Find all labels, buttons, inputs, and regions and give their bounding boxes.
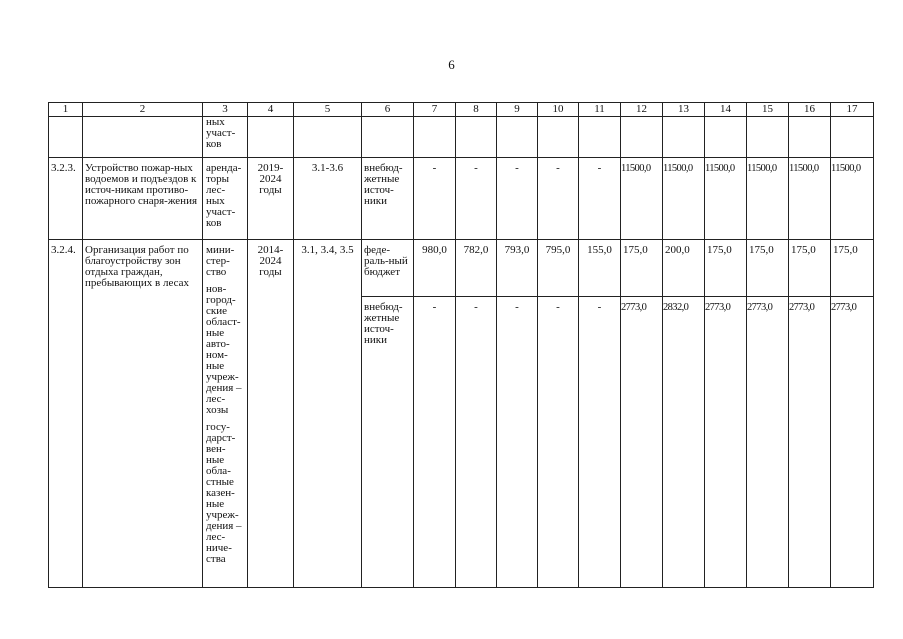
item-name: Устройство пожар-ных водоемов и подъездов к источ-никам противо-пожарного снаря-жения <box>83 158 203 240</box>
value-cell: 200,0 <box>663 240 705 297</box>
executor-cell <box>203 117 248 158</box>
column-header: 16 <box>789 103 831 117</box>
value-cell: 2773,0 <box>705 297 747 588</box>
executor-line: ства <box>206 553 226 565</box>
source-cell: феде-раль-ный бюджет <box>362 240 414 297</box>
table-row <box>49 158 874 240</box>
value-cell: 175,0 <box>621 240 663 297</box>
executor-text-ministry <box>206 245 246 278</box>
executor-line: город- <box>206 294 236 306</box>
executor-text-lesnichestva <box>206 422 246 565</box>
column-header: 12 <box>621 103 663 117</box>
value-cell: 2773,0 <box>831 297 874 588</box>
cell <box>248 117 294 158</box>
item-name: Организация работ по благоустройству зон отдыха граждан, пребывающих в лесах <box>83 240 203 588</box>
column-header: 2 <box>83 103 203 117</box>
value-cell: 175,0 <box>831 240 874 297</box>
column-header: 15 <box>747 103 789 117</box>
column-header: 3 <box>203 103 248 117</box>
executor-line: дарст- <box>206 432 236 444</box>
executor-line: торы <box>206 173 230 185</box>
cell <box>414 117 456 158</box>
executor-line: нов- <box>206 283 227 295</box>
column-header: 7 <box>414 103 456 117</box>
source-cell: внебюд-жетные источ-ники <box>362 158 414 240</box>
cell <box>83 117 203 158</box>
cell <box>705 117 747 158</box>
cell <box>621 117 663 158</box>
column-header: 5 <box>294 103 362 117</box>
value-cell: 2773,0 <box>747 297 789 588</box>
executor-line: учреж- <box>206 371 239 383</box>
program-table <box>48 102 874 588</box>
executor-line: учреж- <box>206 509 239 521</box>
column-header: 14 <box>705 103 747 117</box>
cell <box>362 117 414 158</box>
cell <box>456 117 497 158</box>
value-cell: 155,0 <box>579 240 621 297</box>
executor-line: област- <box>206 316 241 328</box>
value-cell: - <box>456 158 497 240</box>
value-cell: - <box>538 297 579 588</box>
executor-line: ные <box>206 454 225 466</box>
executor-line: дения – <box>206 382 242 394</box>
value-cell: - <box>414 297 456 588</box>
indicators-cell: 3.1, 3.4, 3.5 <box>294 240 362 588</box>
value-cell: - <box>579 297 621 588</box>
executor-line: ном- <box>206 349 228 361</box>
value-cell: - <box>497 297 538 588</box>
cell <box>294 117 362 158</box>
page-number: 6 <box>448 57 455 72</box>
cell <box>497 117 538 158</box>
column-header: 9 <box>497 103 538 117</box>
value-cell: 11500,0 <box>789 158 831 240</box>
executor-line: хозы <box>206 404 229 416</box>
cell <box>663 117 705 158</box>
executor-line: авто- <box>206 338 230 350</box>
table-row <box>49 117 874 158</box>
executor-line: ков <box>206 217 222 229</box>
executor-line: мини- <box>206 244 235 256</box>
item-number: 3.2.4. <box>49 240 83 588</box>
value-cell: 11500,0 <box>831 158 874 240</box>
executor-line: участ- <box>206 206 236 218</box>
value-cell: 11500,0 <box>621 158 663 240</box>
executor-text <box>206 163 246 229</box>
executor-line: аренда- <box>206 162 242 174</box>
column-header: 4 <box>248 103 294 117</box>
years-text: 2019-2024 годы <box>257 162 284 196</box>
value-cell: - <box>579 158 621 240</box>
column-header: 11 <box>579 103 621 117</box>
value-cell: - <box>538 158 579 240</box>
value-cell: 782,0 <box>456 240 497 297</box>
column-header: 8 <box>456 103 497 117</box>
value-cell: 175,0 <box>789 240 831 297</box>
executor-line: ных <box>206 195 225 207</box>
executor-line: стер- <box>206 255 230 267</box>
value-cell: 11500,0 <box>747 158 789 240</box>
item-number: 3.2.3. <box>49 158 83 240</box>
value-cell: - <box>497 158 538 240</box>
header-row <box>49 103 874 117</box>
years-cell: 2014-2024 годы <box>248 240 294 588</box>
column-header: 6 <box>362 103 414 117</box>
executor-line: ство <box>206 266 227 278</box>
executor-line: лес- <box>206 184 226 196</box>
executor-line: дения – <box>206 520 242 532</box>
value-cell: 2832,0 <box>663 297 705 588</box>
value-cell: 175,0 <box>705 240 747 297</box>
executor-line: ные <box>206 498 225 510</box>
cell <box>579 117 621 158</box>
value-cell: 795,0 <box>538 240 579 297</box>
value-cell: 2773,0 <box>789 297 831 588</box>
executor-cell <box>203 240 248 588</box>
years-cell <box>248 158 294 240</box>
value-cell: 11500,0 <box>663 158 705 240</box>
cell <box>538 117 579 158</box>
indicators-cell: 3.1-3.6 <box>294 158 362 240</box>
cell <box>49 117 83 158</box>
executor-line: госу- <box>206 421 230 433</box>
executor-line: ные <box>206 327 225 339</box>
executor-line: вен- <box>206 443 226 455</box>
cell <box>831 117 874 158</box>
value-cell: 11500,0 <box>705 158 747 240</box>
column-header: 10 <box>538 103 579 117</box>
executor-line: лес- <box>206 531 226 543</box>
column-header: 17 <box>831 103 874 117</box>
value-cell: 2773,0 <box>621 297 663 588</box>
executor-line: ниче- <box>206 542 232 554</box>
executor-cell <box>203 158 248 240</box>
executor-line: казен- <box>206 487 235 499</box>
executor-line: ские <box>206 305 227 317</box>
value-cell: - <box>414 158 456 240</box>
executor-text: ных участ-ков <box>206 116 236 150</box>
executor-line: лес- <box>206 393 226 405</box>
source-cell: внебюд-жетные источ-ники <box>362 297 414 588</box>
cell <box>789 117 831 158</box>
value-cell: 793,0 <box>497 240 538 297</box>
executor-line: ные <box>206 360 225 372</box>
column-header: 1 <box>49 103 83 117</box>
executor-line: стные <box>206 476 234 488</box>
table-row <box>49 240 874 297</box>
column-header: 13 <box>663 103 705 117</box>
value-cell: 175,0 <box>747 240 789 297</box>
executor-text-leskhozy <box>206 284 246 416</box>
value-cell: 980,0 <box>414 240 456 297</box>
cell <box>747 117 789 158</box>
value-cell: - <box>456 297 497 588</box>
executor-line: обла- <box>206 465 231 477</box>
